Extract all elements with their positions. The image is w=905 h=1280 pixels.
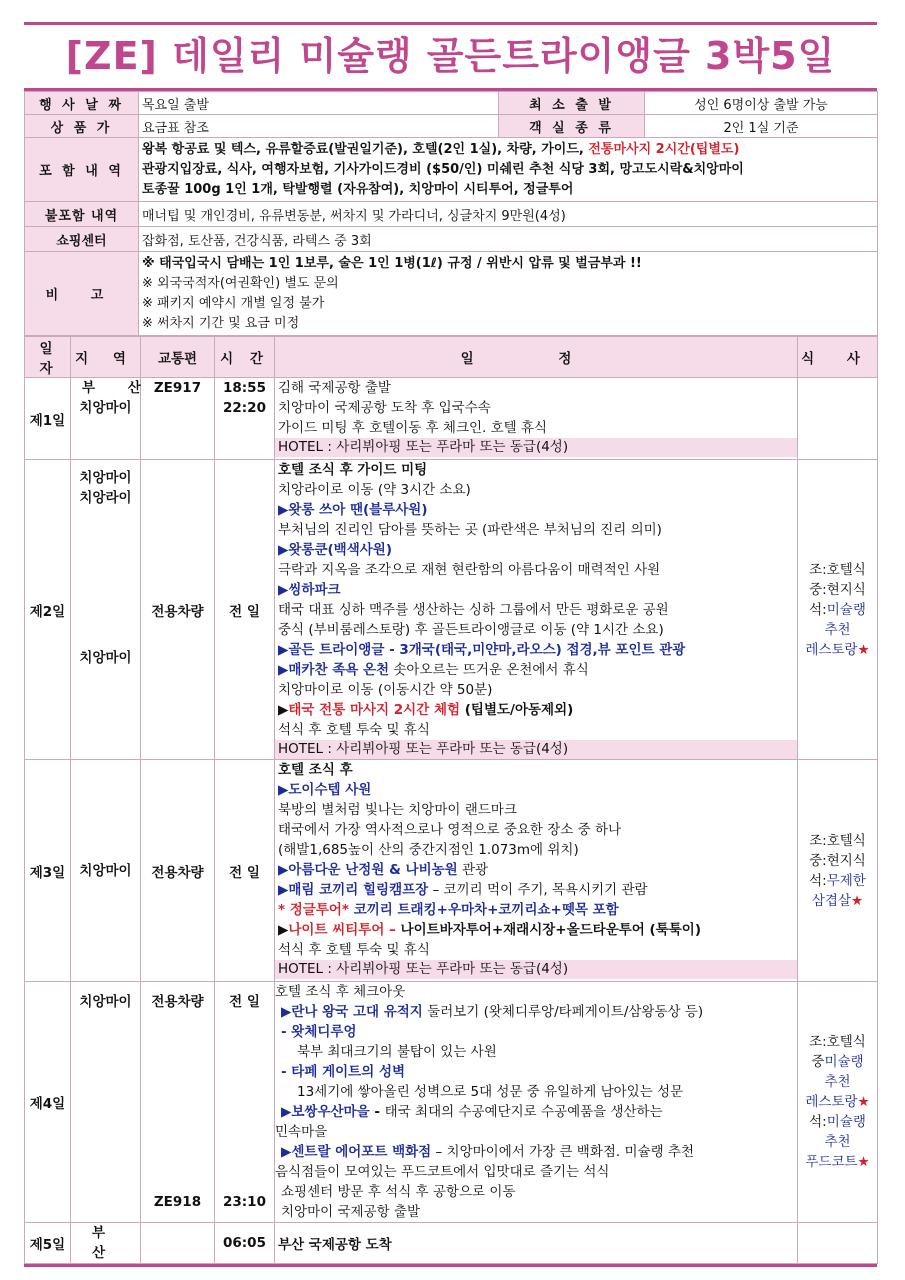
day3-meal: 조:호텔식 중:현지식 석:무제한 삼겹살★ [798, 760, 878, 982]
hotel-line: HOTEL : 사리뷔아핑 또는 푸라마 또는 동급(4성) [275, 740, 797, 759]
day5-schedule: 부산 국제공항 도착 [275, 1223, 798, 1264]
star-icon: ★ [857, 1154, 870, 1170]
info-table [24, 91, 878, 336]
remark-label: 비 고 [25, 252, 139, 336]
day1-region: 부 산 치앙마이 [71, 378, 141, 460]
remark-line: ※ 외국국적자(여권확인) 별도 문의 [142, 275, 339, 291]
page-title: [ZE] 데일리 미슐랭 골든트라이앵글 3박5일 [65, 34, 836, 78]
day5-label: 제5일 [25, 1223, 71, 1264]
day1-label: 제1일 [25, 378, 71, 460]
include-value [139, 138, 878, 202]
remark-value [139, 252, 878, 336]
remark-line-warning: ※ 태국입국시 담배는 1인 1보루, 술은 1인 1병(1ℓ) 규정 / 위반시 압류 및 벌금부과 !! [142, 255, 642, 271]
day5-transport [141, 1223, 215, 1264]
departure-value: 목요일 출발 [139, 92, 499, 115]
day4-transport: 전용차량 ZE918 [141, 982, 215, 1223]
day3-time: 전 일 [215, 760, 275, 982]
header-schedule: 일 정 [275, 337, 798, 378]
day5-time: 06:05 [215, 1223, 275, 1264]
remark-line: ※ 패키지 예약시 개별 일정 불가 [142, 295, 325, 311]
day4-meal: 조:호텔식 중미슐랭 추천 레스토랑★ 석:미슐랭 추천 푸드코트★ [798, 982, 878, 1223]
day1-schedule [275, 378, 798, 460]
day2-meal: 조:호텔식 중:현지식 석:미슐랭 추천 레스토랑★ [798, 460, 878, 760]
day4-label: 제4일 [25, 982, 71, 1223]
schedule-line: 가이드 미팅 후 호텔이동 후 체크인. 호텔 휴식 [278, 420, 548, 436]
day3-row [25, 760, 878, 982]
header-meal: 식 사 [798, 337, 878, 378]
include-label: 포 함 내 역 [25, 138, 139, 202]
room-type-value: 2인 1실 기준 [645, 115, 878, 138]
header-time: 시 간 [215, 337, 275, 378]
day2-time: 전 일 [215, 460, 275, 760]
price-value: 요금표 참조 [139, 115, 499, 138]
day4-region: 치앙마이 [71, 982, 141, 1223]
day2-schedule: 호텔 조식 후 가이드 미팅 치앙라이로 이동 (약 3시간 소요) ▶왓롱 쓰아 땐(블루사원) 부처님의 진리인 담아를 뜻하는 곳 (파란색은 부처님의 진리 의미) ▶왓롱쿤(백색사원) 극락과 지옥을 조각으로 재현 현란함의 아름다움이 매력적인 사원 ▶씽하파크 태국 대표 싱하 맥주를 생산하는 싱하 그룹에서 만든 평화로운 공원 중식 (부비룸레스토랑) 후 골든트라이앵글로 이동 (약 1시간 소요) ▶골든 트라이앵글 - 3개국(태국,미얀마,라오스) 접경,뷰 포인트 관광 ▶매카찬 족욕 온천 솟아오르는 뜨거운 온천에서 휴식 치앙마이로 이동 (이동시간 약 50분) ▶태국 전통 마사지 2시간 체험 (팁별도/아동제외) 석식 후 호텔 투숙 및 휴식 HOTEL : 사리뷔아핑 또는 푸라마 또는 동급(4성) [275, 460, 798, 760]
price-label: 상 품 가 [25, 115, 139, 138]
day1-row [25, 378, 878, 460]
day5-meal [798, 1223, 878, 1264]
day3-schedule: 호텔 조식 후 ▶도이수텝 사원 북방의 별처럼 빛나는 치앙마이 랜드마크 태국에서 가장 역사적으로나 영적으로 중요한 장소 중 하나 (해발1,685높이 산의 중간지점인 1.073m에 위치) ▶아름다운 난정원 & 나비농원 관광 ▶매림 코끼리 힐링캠프장 – 코끼리 먹이 주기, 목욕시키기 관람 * 정글투어* 코끼리 트래킹+우마차+코끼리쇼+뗏목 포함 ▶나이트 씨티투어 – 나이트바자투어+재래시장+올드타운투어 (툭툭이) 석식 후 호텔 투숙 및 휴식 HOTEL : 사리뷔아핑 또는 푸라마 또는 동급(4성) [275, 760, 798, 982]
include-line: 왕복 항공료 및 텍스, 유류할증료(발권일기준), 호텔(2인 1실), 차량, 가이드, 전통마사지 2시간(팁별도) [142, 141, 740, 157]
day2-transport: 전용차량 [141, 460, 215, 760]
day3-region: 치앙마이 [71, 760, 141, 982]
header-day: 일 자 [25, 337, 71, 378]
day3-label: 제3일 [25, 760, 71, 982]
day2-row [25, 460, 878, 760]
schedule-line: 치앙마이 국제공항 도착 후 입국수속 [278, 400, 491, 416]
day1-transport: ZE917 [141, 378, 215, 460]
header-region: 지 역 [71, 337, 141, 378]
day4-time: 전 일 23:10 [215, 982, 275, 1223]
shopping-label: 쇼핑센터 [25, 227, 139, 252]
day1-meal [798, 378, 878, 460]
day5-row [25, 1223, 878, 1264]
bottom-rule [24, 1264, 877, 1267]
include-line: 관광지입장료, 식사, 여행자보험, 기사가이드경비 ($50/인) 미쉐린 추천 식당 3회, 망고도시락&치앙마이 [142, 161, 744, 177]
schedule-line: 김해 국제공항 출발 [278, 380, 391, 396]
header-transport: 교통편 [141, 337, 215, 378]
star-icon: ★ [857, 641, 870, 658]
day4-row [25, 982, 878, 1223]
hotel-line: HOTEL : 사리뷔아핑 또는 푸라마 또는 동급(4성) [275, 438, 797, 457]
day2-label: 제2일 [25, 460, 71, 760]
day2-region: 치앙마이 치앙라이 치앙마이 [71, 460, 141, 760]
hotel-line: HOTEL : 사리뷔아핑 또는 푸라마 또는 동급(4성) [275, 960, 797, 979]
remark-line: ※ 써차지 기간 및 요금 미정 [142, 315, 300, 331]
min-departure-value: 성인 6명이상 출발 가능 [645, 92, 878, 115]
shopping-value: 잡화점, 토산품, 건강식품, 라텍스 중 3회 [139, 227, 878, 252]
min-departure-label: 최 소 출 발 [499, 92, 645, 115]
itinerary-page [24, 0, 877, 1267]
day3-transport: 전용차량 [141, 760, 215, 982]
star-icon: ★ [851, 892, 864, 909]
schedule-table [24, 336, 878, 1264]
exclude-label: 불포함 내역 [25, 202, 139, 227]
day5-region: 부 산 [71, 1223, 141, 1264]
include-line: 토종꿀 100g 1인 1개, 탁발행렬 (자유참여), 치앙마이 시티투어, 정글투어 [142, 181, 574, 197]
star-icon: ★ [857, 1094, 870, 1110]
room-type-label: 객 실 종 류 [499, 115, 645, 138]
departure-label: 행 사 날 짜 [25, 92, 139, 115]
day1-time: 18:55 22:20 [215, 378, 275, 460]
exclude-value: 매너팁 및 개인경비, 유류변동분, 써차지 및 가라디너, 싱글차지 9만원(4성) [139, 202, 878, 227]
day4-schedule: 호텔 조식 후 체크아웃 ▶란나 왕국 고대 유적지 둘러보기 (왓체디루앙/타페게이트/삼왕동상 등) - 왓체디루엉 북부 최대크기의 불탑이 있는 사원 - 타페 게이트의 성벽 13세기에 쌓아올린 성벽으로 5대 성문 중 유일하게 남아있는 성문 ▶보쌍우산마을 - 태국 최대의 수공예단지로 수공예품을 생산하는 민속마을 ▶센트랄 에어포트 백화점 – 치앙마이에서 가장 큰 백화점. 미슐랭 추천 음식점들이 모여있는 푸드코트에서 입맛대로 즐기는 석식 쇼핑센터 방문 후 석식 후 공항으로 이동 치앙마이 국제공항 출발 [275, 982, 798, 1223]
